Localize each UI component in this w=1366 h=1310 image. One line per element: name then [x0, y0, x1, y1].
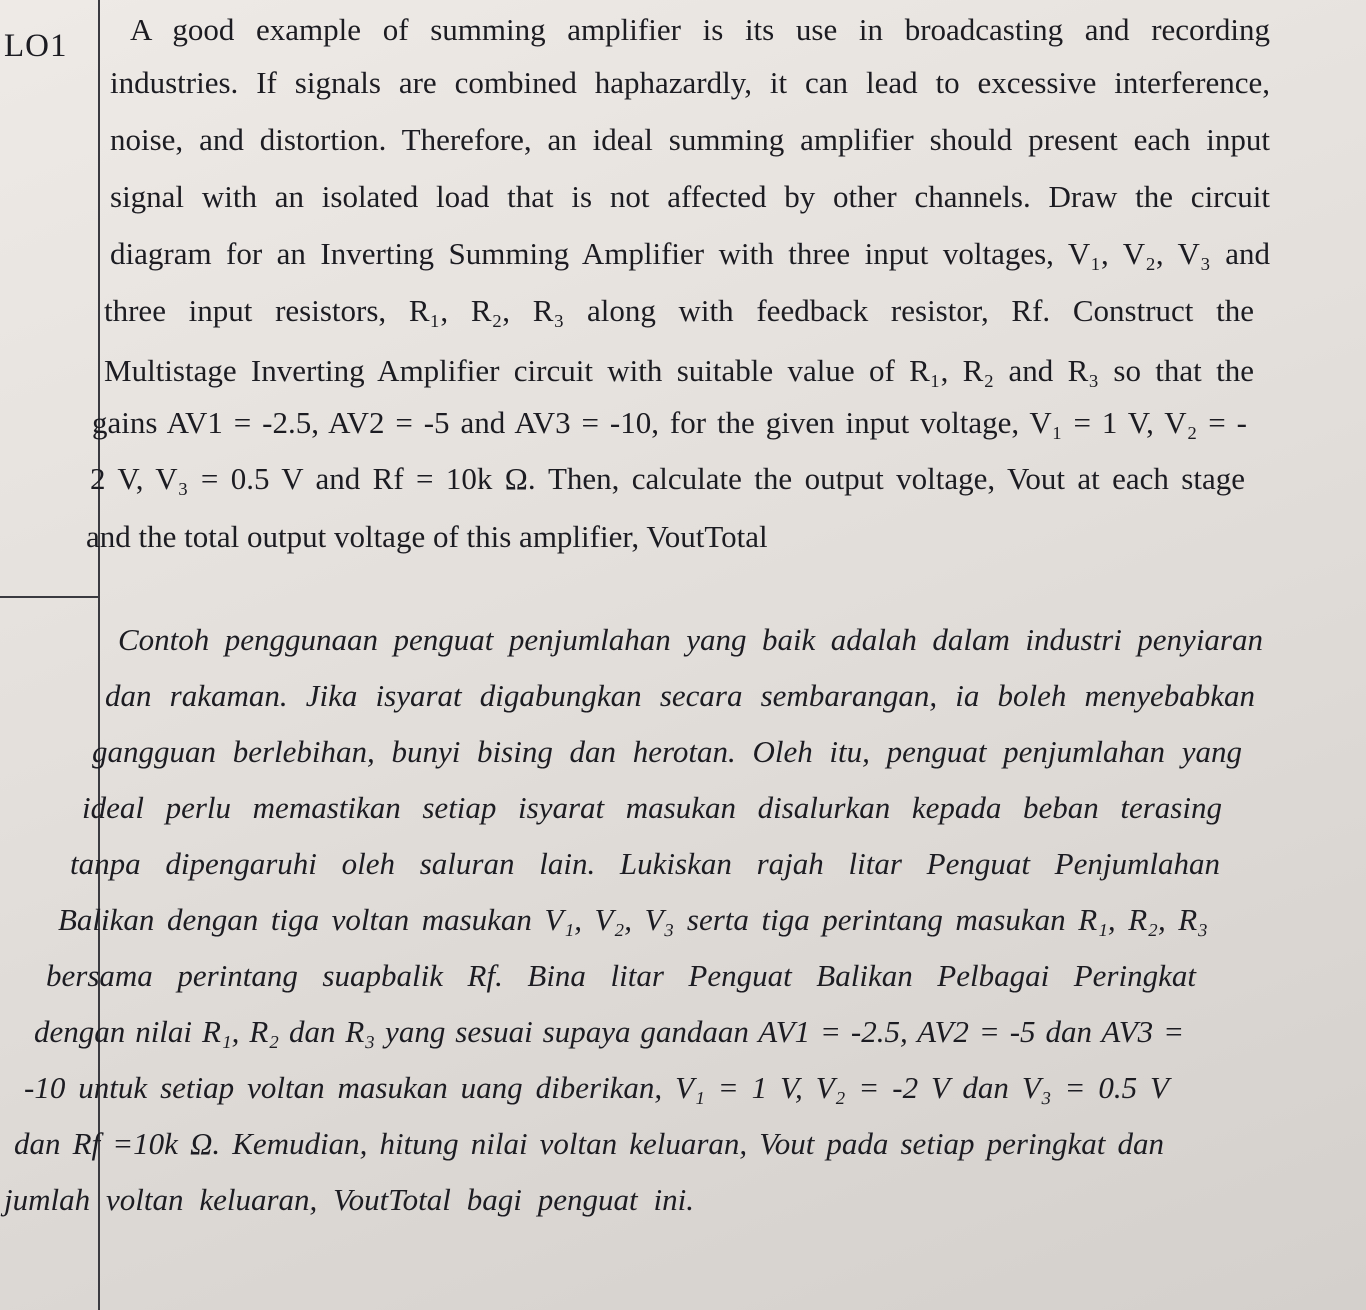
english-line: industries. If signals are combined haphazardly, it can lead to excessive interference,: [110, 65, 1270, 100]
malay-line: -10 untuk setiap voltan masukan uang diberikan, V₁ = 1 V, V₂ = -2 V dan V₃ = 0.5 V: [24, 1070, 1169, 1105]
english-line: Multistage Inverting Amplifier circuit with suitable value of R₁, R₂ and R₃ so that the: [104, 353, 1254, 388]
malay-line: dan rakaman. Jika isyarat digabungkan secara sembarangan, ia boleh menyebabkan: [105, 678, 1255, 713]
malay-line: gangguan berlebihan, bunyi bising dan herotan. Oleh itu, penguat penjumlahan yang: [92, 734, 1242, 769]
english-line: 2 V, V₃ = 0.5 V and Rf = 10k Ω. Then, calculate the output voltage, Vout at each stage: [90, 461, 1245, 496]
english-line: noise, and distortion. Therefore, an ideal summing amplifier should present each input: [110, 122, 1270, 157]
table-vertical-rule: [98, 0, 100, 1310]
question-label: LO1: [4, 28, 68, 64]
english-line: and the total output voltage of this amplifier, VoutTotal: [86, 519, 768, 554]
malay-line: Contoh penggunaan penguat penjumlahan yang baik adalah dalam industri penyiaran: [118, 622, 1263, 657]
english-line: three input resistors, R₁, R₂, R₃ along with feedback resistor, Rf. Construct the: [104, 293, 1254, 328]
malay-line: bersama perintang suapbalik Rf. Bina litar Penguat Balikan Pelbagai Peringkat: [46, 958, 1196, 993]
malay-line: tanpa dipengaruhi oleh saluran lain. Lukiskan rajah litar Penguat Penjumlahan: [70, 846, 1220, 881]
malay-line: ideal perlu memastikan setiap isyarat masukan disalurkan kepada beban terasing: [82, 790, 1222, 825]
english-line: gains AV1 = -2.5, AV2 = -5 and AV3 = -10, for the given input voltage, V₁ = 1 V, V₂ = -: [92, 405, 1247, 440]
table-horizontal-rule: [0, 596, 100, 598]
english-line: A good example of summing amplifier is its use in broadcasting and recording: [130, 12, 1270, 47]
malay-line: dan Rf =10k Ω. Kemudian, hitung nilai voltan keluaran, Vout pada setiap peringkat dan: [14, 1126, 1164, 1161]
english-line: signal with an isolated load that is not affected by other channels. Draw the circuit: [110, 179, 1270, 214]
malay-line: jumlah voltan keluaran, VoutTotal bagi penguat ini.: [4, 1182, 694, 1217]
malay-line: dengan nilai R₁, R₂ dan R₃ yang sesuai supaya gandaan AV1 = -2.5, AV2 = -5 dan AV3 =: [34, 1014, 1184, 1049]
english-line: diagram for an Inverting Summing Amplifier with three input voltages, V₁, V₂, V₃ and: [110, 236, 1270, 271]
malay-line: Balikan dengan tiga voltan masukan V₁, V₂, V₃ serta tiga perintang masukan R₁, R₂, R₃: [58, 902, 1208, 937]
